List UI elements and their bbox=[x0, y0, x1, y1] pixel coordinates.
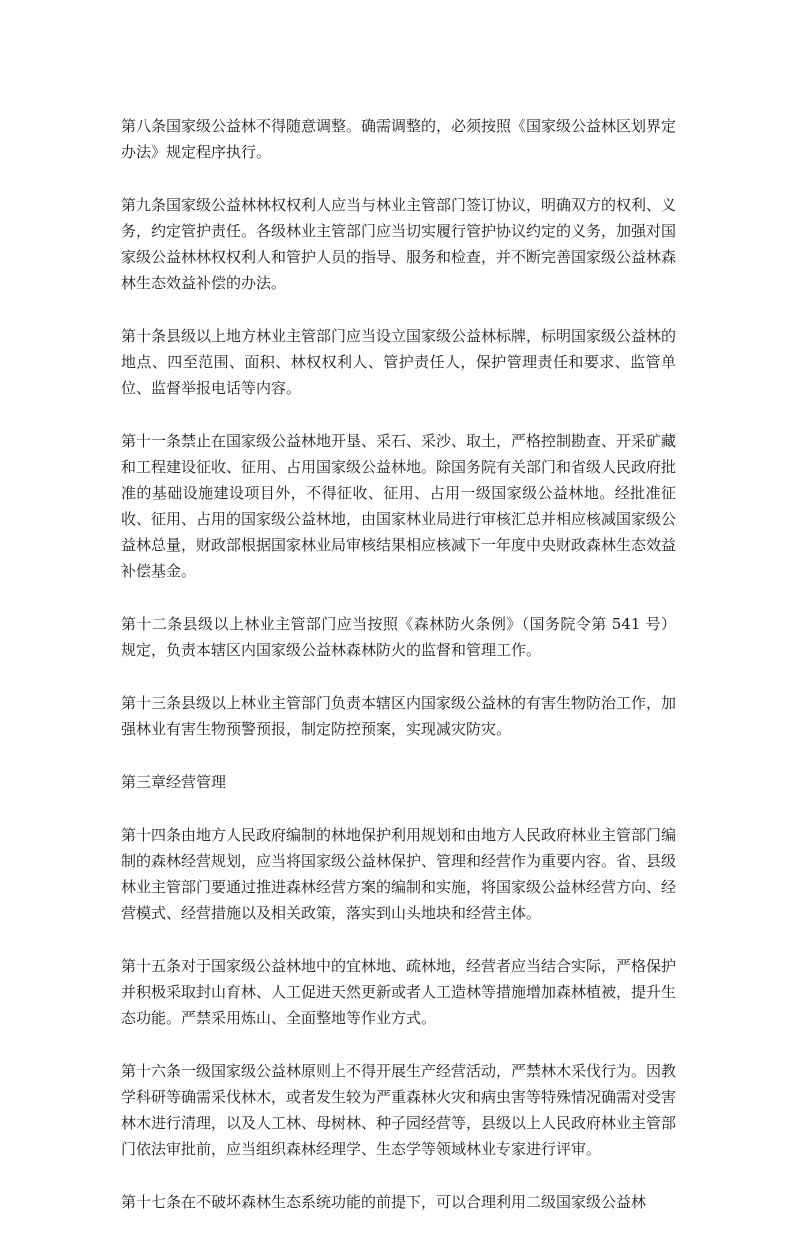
document-body bbox=[121, 113, 676, 1242]
chapter-3-heading: 第三章经营管理 bbox=[121, 773, 227, 791]
article-11: 第十一条禁止在国家级公益林地开垦、采石、采沙、取土，严格控制勘查、开采矿藏和工程建设征收、征用、占用国家级公益林地。除国务院有关部门和省级人民政府批准的基础设施建设项目外，不得征收、征用、占用一级国家级公益林地。经批准征收、征用、占用的国家级公益林地，由国家林业局进行审核汇总并相应核减国家级公益林总量，财政部根据国家林业局审核结果相应核减下一年度中央财政森林生态效益补偿基金。 bbox=[121, 432, 677, 580]
article-12: 第十二条县级以上林业主管部门应当按照《森林防火条例》（国务院令第 541 号）规定，负责本辖区内国家级公益林森林防火的监督和管理工作。 bbox=[121, 615, 676, 659]
article-8: 第八条国家级公益林不得随意调整。确需调整的，必须按照《国家级公益林区划界定办法》规定程序执行。 bbox=[121, 117, 677, 161]
article-13: 第十三条县级以上林业主管部门负责本辖区内国家级公益林的有害生物防治工作，加强林业有害生物预警预报，制定防控预案，实现减灾防灾。 bbox=[121, 694, 677, 738]
article-16: 第十六条一级国家级公益林原则上不得开展生产经营活动，严禁林木采伐行为。因教学科研等确需采伐林木，或者发生较为严重森林火灾和病虫害等特殊情况确需对受害林木进行清理，以及人工林、母树林、种子园经营等，县级以上人民政府林业主管部门依法审批前，应当组织森林经理学、生态学等领域林业专家进行评审。 bbox=[121, 1062, 677, 1158]
article-9: 第九条国家级公益林林权权利人应当与林业主管部门签订协议，明确双方的权利、义务，约定管护责任。各级林业主管部门应当切实履行管护协议约定的义务，加强对国家级公益林林权权利人和管护人员的指导、服务和检查，并不断完善国家级公益林森林生态效益补偿的办法。 bbox=[121, 196, 677, 292]
article-10: 第十条县级以上地方林业主管部门应当设立国家级公益林标牌，标明国家级公益林的地点、四至范围、面积、林权权利人、管护责任人，保护管理责任和要求、监管单位、监督举报电话等内容。 bbox=[121, 327, 677, 397]
article-15: 第十五条对于国家级公益林地中的宜林地、疏林地，经营者应当结合实际，严格保护并积极采取封山育林、人工促进天然更新或者人工造林等措施增加森林植被，提升生态功能。严禁采用炼山、全面整地等作业方式。 bbox=[121, 957, 677, 1027]
article-14: 第十四条由地方人民政府编制的林地保护利用规划和由地方人民政府林业主管部门编制的森林经营规划，应当将国家级公益林保护、管理和经营作为重要内容。省、县级林业主管部门要通过推进森林经营方案的编制和实施，将国家级公益林经营方向、经营模式、经营措施以及相关政策，落实到山头地块和经营主体。 bbox=[121, 826, 677, 922]
article-17: 第十七条在不破坏森林生态系统功能的前提下，可以合理利用二级国家级公益林 bbox=[121, 1193, 647, 1211]
